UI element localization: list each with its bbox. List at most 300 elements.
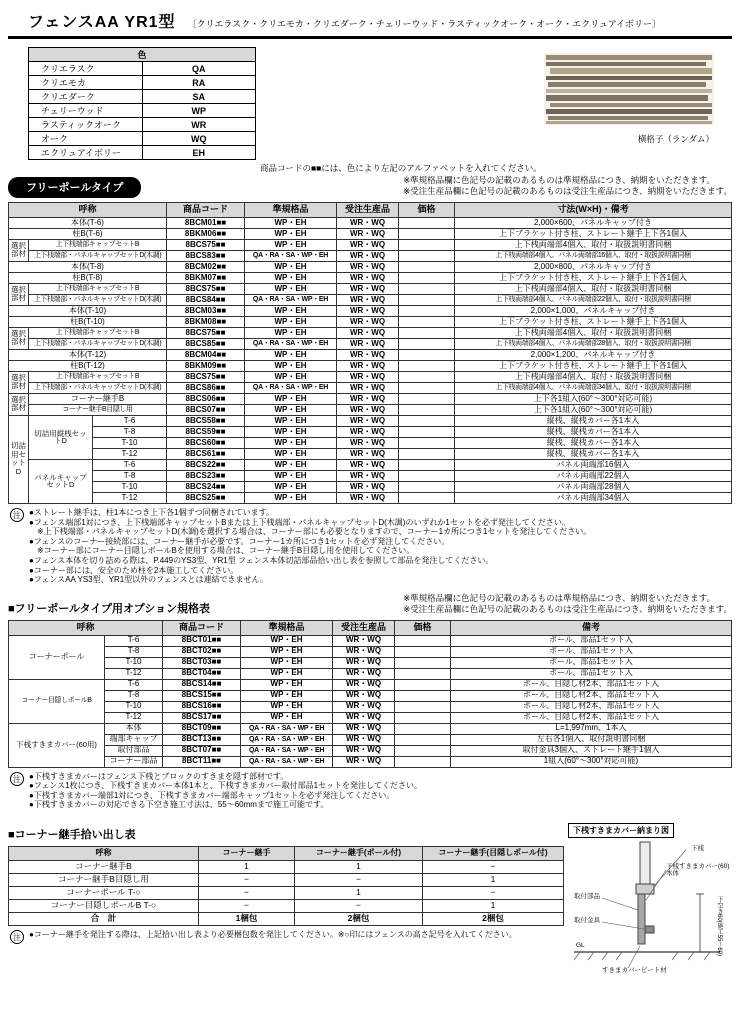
cell: WR・WQ [337,404,399,415]
cell: 本体 [105,723,163,734]
column-header: コーナー継手(ポール付) [295,847,423,861]
page-header [8,6,732,39]
cell: コーナーポール [9,635,105,679]
cell [399,481,455,492]
table-row [9,360,732,371]
cell: WR・WQ [337,250,399,261]
column-header: 商品コード [163,620,241,635]
cell [395,646,451,657]
cell: ポール、目隠し材2本、部品1セット入 [451,690,732,701]
cell [399,250,455,261]
cell: WR・WQ [337,239,399,250]
color-code: QA [142,62,256,76]
cell: WR・WQ [337,371,399,382]
cell: 上下桟両端部4個入、取付・取扱説明書同梱 [455,371,732,382]
section-label-freepole: フリーポールタイプ [8,177,141,198]
cell: QA・RA・SA・WP・EH [245,294,337,305]
color-code-note: 商品コードの■■には、色により左記のアルファベットを入れてください。 [260,163,542,173]
cell: 選択部材 [9,371,29,393]
cell: 左右各1個入、取付説明書同梱 [451,734,732,745]
note-line: ※準規格品欄に色記号の記載のあるものは準規格品につき、納期をいただきます。 [403,592,715,603]
cell: WR・WQ [337,393,399,404]
table-row [9,723,732,734]
color-code: WQ [142,132,256,146]
page-subtitle: 〔クリエラスク・クリエモカ・クリエダーク・チェリーウッド・ラスティックオーク・オーク・エクリュアイボリー〕 [187,19,662,29]
color-row [29,76,256,90]
diagram-label-cover: 下桟すきまカバー(60)本体 [666,863,730,877]
cell: − [295,900,423,913]
cell: T-8 [93,470,167,481]
cell: WP・EH [245,371,337,382]
table-row [9,635,732,646]
cell: 2梱包 [295,913,423,926]
cell: 8BCM02■■ [167,261,245,272]
cell: WR・WQ [337,382,399,393]
column-header: コーナー継手 [199,847,295,861]
cell: T-12 [105,712,163,723]
cell: ポール、部品1セット入 [451,635,732,646]
cell: WP・EH [245,470,337,481]
cell: 8BKM07■■ [167,272,245,283]
cell: WR・WQ [337,470,399,481]
cell: 8BCS60■■ [167,437,245,448]
cell [399,415,455,426]
cell: ポール、目隠し材2本、部品1セット入 [451,679,732,690]
color-name: チェリーウッド [29,104,143,118]
table-row [9,690,732,701]
note-mark-icon: 注 [10,508,24,522]
cell: WR・WQ [337,272,399,283]
cell: WR・WQ [337,316,399,327]
cell: WP・EH [241,679,333,690]
column-header: 受注生産品 [337,202,399,217]
cell [399,426,455,437]
table-row [9,459,732,470]
cell: WP・EH [241,657,333,668]
color-code: EH [142,146,256,160]
cell: WP・EH [245,305,337,316]
table-row [9,371,732,382]
cell: 上下桟端部・パネルキャップセットD(木調) [29,294,167,305]
cell: パネルキャップセットD [29,459,93,503]
color-code: WR [142,118,256,132]
stock-notes [403,593,732,616]
cell [399,316,455,327]
cell: QA・RA・SA・WP・EH [241,734,333,745]
cell: 8BCS83■■ [167,250,245,261]
note-line: ●フェンス本体を切り詰める際は、P.449のYS3型、YR1型 フェンス本体切詰部品拾い出し表を参照して部品を発注してください。 [29,555,494,565]
cell: 上下各1組入(60°〜300°対応可能) [455,404,732,415]
color-row [29,90,256,104]
cell [399,272,455,283]
column-header: コーナー継手(目隠しポール付) [423,847,564,861]
cell: 8BCM03■■ [167,305,245,316]
cell: ポール、部品1セット入 [451,668,732,679]
cell: WP・EH [245,404,337,415]
note-line: ※受注生産品欄に色記号の記載のあるものは受注生産品につき、納期をいただきます。 [403,186,732,197]
cell [395,723,451,734]
cell [399,448,455,459]
note-line: ※準規格品欄に色記号の記載のあるものは準規格品につき、納期をいただきます。 [403,175,715,185]
note-line: ●下桟すきまカバーはフェンス下桟とブロックのすきまを隠す部材です。 [29,771,289,781]
cell: WP・EH [245,459,337,470]
cell: 8BCS23■■ [167,470,245,481]
cell: 2,000×1,000、パネルキャップ付き [455,305,732,316]
cell: 8BCS06■■ [167,393,245,404]
cell: WR・WQ [337,283,399,294]
cell: WP・EH [245,228,337,239]
note-lines [29,930,517,940]
cell: T-6 [93,459,167,470]
cell: QA・RA・SA・WP・EH [241,745,333,756]
cell: WR・WQ [333,646,395,657]
cell: WR・WQ [337,437,399,448]
table-row [9,294,732,305]
note-line: ●フェンス1枚につき、下桟すきまカバー本体1本と、下桟すきまカバー取付部品1セットを発注してください。 [29,781,423,791]
cell: WR・WQ [337,338,399,349]
cell: 8BCT11■■ [163,756,241,767]
column-header: 価格 [395,620,451,635]
cell: 8BCS22■■ [167,459,245,470]
note-line: ※上下桟端部・パネルキャップセットD(木調)を選択する場合は、コーナー部にも必要となりますので、コーナー1カ所につき1セットを発注してください。 [29,527,592,537]
cell [395,690,451,701]
cell: 8BCS58■■ [167,415,245,426]
table-row [9,756,732,767]
color-code: WP [142,104,256,118]
table-row [9,913,564,926]
table-row [9,712,732,723]
cell: コーナー目隠しポールB T-○ [9,900,199,913]
column-header: 価格 [399,202,455,217]
cell [399,217,455,228]
table-row [9,327,732,338]
cell [399,239,455,250]
cell: T-12 [105,668,163,679]
cell: 上下桟端部・パネルキャップセットD(木調) [29,382,167,393]
diagram-label-rail: 下桟 [691,845,704,852]
top-section [8,39,732,175]
table-row [9,415,732,426]
color-name: クリエダーク [29,90,143,104]
cell: 1 [423,874,564,887]
cell: − [423,887,564,900]
cell: QA・RA・SA・WP・EH [241,723,333,734]
cell: 上下桟端部・パネルキャップセットD(木調) [29,250,167,261]
cell: WR・WQ [333,635,395,646]
freepole-spec-table [8,202,732,504]
cell: WP・EH [245,360,337,371]
table-row [9,861,564,874]
cell: WP・EH [245,393,337,404]
cell [399,338,455,349]
cell [395,657,451,668]
cell: 8BCS17■■ [163,712,241,723]
cell: 上下桟端部・パネルキャップセットD(木調) [29,338,167,349]
table-row [9,646,732,657]
table-row [9,228,732,239]
cell: 8BCT03■■ [163,657,241,668]
cell: WP・EH [245,437,337,448]
cell: 2,000×600、パネルキャップ付き [455,217,732,228]
cell: 1組入(60°〜300°対応可能) [451,756,732,767]
cell: WP・EH [245,448,337,459]
cell [399,294,455,305]
cell: パネル両端部28個入 [455,481,732,492]
cell: 選択部材 [9,239,29,261]
cell: 選択部材 [9,327,29,349]
color-row [29,132,256,146]
color-row [29,146,256,160]
color-code-table [28,47,256,160]
cell: 1 [295,861,423,874]
cell: 8BCT04■■ [163,668,241,679]
cell: WR・WQ [333,668,395,679]
cell: 8BKM06■■ [167,228,245,239]
cell [399,327,455,338]
cell [399,382,455,393]
cell: パネル両端部34個入 [455,492,732,503]
cell: 8BKM08■■ [167,316,245,327]
color-row [29,104,256,118]
fence-caption: 横格子（ランダム） [637,134,714,144]
table-row [9,668,732,679]
cell: WR・WQ [333,734,395,745]
cell: WR・WQ [337,360,399,371]
cell: 8BCS59■■ [167,426,245,437]
cell: T-6 [93,415,167,426]
table-row [9,745,732,756]
cell [399,261,455,272]
cell: WP・EH [241,690,333,701]
cell: WR・WQ [337,448,399,459]
cell [395,712,451,723]
color-name: エクリュアイボリー [29,146,143,160]
cell: T-6 [105,635,163,646]
cell: 切詰用セットD [9,415,29,503]
table-row [9,283,732,294]
column-header: 備考 [451,620,732,635]
cell: 本体(T-6) [9,217,167,228]
cell: 8BCS07■■ [167,404,245,415]
cell [395,668,451,679]
cell: 2,000×800、パネルキャップ付き [455,261,732,272]
option-notes [10,772,732,810]
cell: 取付金具3個入、ストレート継手1個入 [451,745,732,756]
option-spec-table [8,620,732,768]
cell: 縦桟、縦桟カバー各1本入 [455,448,732,459]
note-line: ●フェンスAA YS3型、YR1型以外のフェンスとは連結できません。 [29,575,269,585]
cell: WP・EH [245,261,337,272]
cell: − [295,874,423,887]
corner-joint-section [8,826,566,944]
cell: T-10 [105,701,163,712]
diagram-drawing [568,840,730,988]
color-table-header: 色 [29,48,256,62]
cell: WP・EH [245,327,337,338]
cell [399,349,455,360]
column-header: 呼称 [9,847,199,861]
corner-joint-table [8,846,564,926]
cell: 上下桟端部キャップセットB [29,283,167,294]
cell: WR・WQ [337,261,399,272]
cell: 8BKM09■■ [167,360,245,371]
cell: 8BCS86■■ [167,382,245,393]
cell: WR・WQ [337,349,399,360]
cell: T-8 [93,426,167,437]
cell: 1 [423,900,564,913]
diagram-label-dimension: 下空き60(施工55〜60) [716,896,722,957]
cell: 本体(T-12) [9,349,167,360]
cell: 上下桟両端部4個入、取付・取扱説明書同梱 [455,327,732,338]
table-row [9,272,732,283]
table-row [9,338,732,349]
column-header: 準規格品 [245,202,337,217]
cell: 上下桟両端部4個入、パネル両端部28個入、取付・取扱説明書同梱 [455,338,732,349]
cell: 上下ブラケット付き柱、ストレート継手上下各1個入 [455,360,732,371]
cell [399,371,455,382]
cell [395,701,451,712]
color-code: SA [142,90,256,104]
cell: QA・RA・SA・WP・EH [241,756,333,767]
cell: 8BCT01■■ [163,635,241,646]
diagram-label-beat: すきまカバービート材 [602,967,667,974]
cell: 2梱包 [423,913,564,926]
diagram-label-parts: 取付部品 [574,893,600,900]
cell: 縦桟、縦桟カバー各1本入 [455,415,732,426]
cell: 8BCS16■■ [163,701,241,712]
cell: WR・WQ [337,459,399,470]
cell: WR・WQ [337,492,399,503]
cell: WR・WQ [333,701,395,712]
cell: ポール、部品1セット入 [451,657,732,668]
table-row [9,404,732,415]
column-header: 呼称 [9,620,163,635]
column-header: 寸法(W×H)・備考 [455,202,732,217]
cell [399,360,455,371]
cell: コーナー継手B目隠し用 [9,874,199,887]
cell: 柱B(T-12) [9,360,167,371]
note-line: ●ストレート継手は、柱1本につき上下各1個ずつ同梱されています。 [29,507,274,517]
diagram-label-gl: GL [576,942,585,949]
cell [399,283,455,294]
cell: T-10 [105,657,163,668]
cell: 上下桟端部キャップセットB [29,327,167,338]
color-name: ラスティックオーク [29,118,143,132]
cell: QA・RA・SA・WP・EH [245,338,337,349]
cell: 8BCS75■■ [167,239,245,250]
cell [395,679,451,690]
cell: 1 [199,861,295,874]
note-line: ●下桟すきまカバーの対応できる下空き施工寸法は、55〜60mmまで施工可能です。 [29,800,329,810]
cell: − [423,861,564,874]
cell: WR・WQ [333,690,395,701]
cell: − [199,874,295,887]
color-code: RA [142,76,256,90]
table-row [9,349,732,360]
color-name: オーク [29,132,143,146]
cell [399,459,455,470]
table-row [9,437,732,448]
cell: WP・EH [245,426,337,437]
column-header: 商品コード [167,202,245,217]
note-lines [29,508,591,585]
cell: WR・WQ [333,745,395,756]
cell: T-8 [105,690,163,701]
cell: 8BCS84■■ [167,294,245,305]
cell: 縦桟、縦桟カバー各1本入 [455,437,732,448]
cell: 切詰用縦桟セットD [29,415,93,459]
option-section-header [8,593,732,616]
cell: 8BCS75■■ [167,283,245,294]
cell: 8BCS85■■ [167,338,245,349]
note-line: ※コーナー部にコーナー目隠しポールBを使用する場合は、コーナー継手B目隠し用を使用してください。 [29,546,415,556]
table-row [9,426,732,437]
note-mark-icon: 注 [10,930,24,944]
cell: 端部キャップ [105,734,163,745]
cell [399,404,455,415]
bottom-section [8,826,732,974]
cell: L=1,997mm、1本入 [451,723,732,734]
cell: 選択部材 [9,393,29,415]
note-line: ●コーナー部には、安全のため柱を2本施工してください。 [29,565,239,575]
cell: 上下桟両端部4個入、取付・取扱説明書同梱 [455,283,732,294]
stock-notes [403,175,732,198]
page-title: フェンスAA YR1型 [28,14,176,31]
cell: WR・WQ [337,305,399,316]
cell: WR・WQ [333,756,395,767]
cell: T-12 [93,492,167,503]
cell: 本体(T-8) [9,261,167,272]
table-row [9,448,732,459]
cell: 上下ブラケット付き柱、ストレート継手上下各1個入 [455,272,732,283]
cell: 上下桟端部キャップセットB [29,239,167,250]
section-label-option: ■フリーポールタイプ用オプション規格表 [8,602,211,615]
cell: WP・EH [245,316,337,327]
fence-illustration [544,53,714,145]
cell: 本体(T-10) [9,305,167,316]
cell [395,635,451,646]
cell: WP・EH [241,635,333,646]
table-row [9,734,732,745]
cell: 8BCS25■■ [167,492,245,503]
cell: 上下ブラケット付き柱、ストレート継手上下各1個入 [455,316,732,327]
table-row [9,239,732,250]
table-row [9,393,732,404]
cell: 上下桟両端部4個入、取付・取扱説明書同梱 [455,239,732,250]
cell: 8BCS24■■ [167,481,245,492]
diagram-label-bracket: 取付金具 [574,917,600,924]
cell: 8BCT07■■ [163,745,241,756]
color-name: クリエモカ [29,76,143,90]
cell: WP・EH [241,701,333,712]
cell: 8BCT02■■ [163,646,241,657]
cell: 8BCS61■■ [167,448,245,459]
cell: WR・WQ [337,228,399,239]
cell: コーナー目隠しポールB [9,679,105,723]
note-line: ●コーナー継手を発注する際は、上記拾い出し表より必要梱包数を発注してください。※○印にはフェンスの高さ記号を入れてください。 [29,930,517,939]
cell: 取付部品 [105,745,163,756]
cell: パネル両端部22個入 [455,470,732,481]
note-line: ●フェンスのコーナー接続部には、コーナー継手が必要です。コーナー1カ所につき1セットを必ず発注してください。 [29,536,450,546]
cell: 8BCS75■■ [167,327,245,338]
table-row [9,887,564,900]
cell: 合 計 [9,913,199,926]
cell [395,756,451,767]
cell: WR・WQ [333,679,395,690]
cell: WP・EH [245,492,337,503]
cell: T-10 [93,481,167,492]
cell: T-6 [105,679,163,690]
